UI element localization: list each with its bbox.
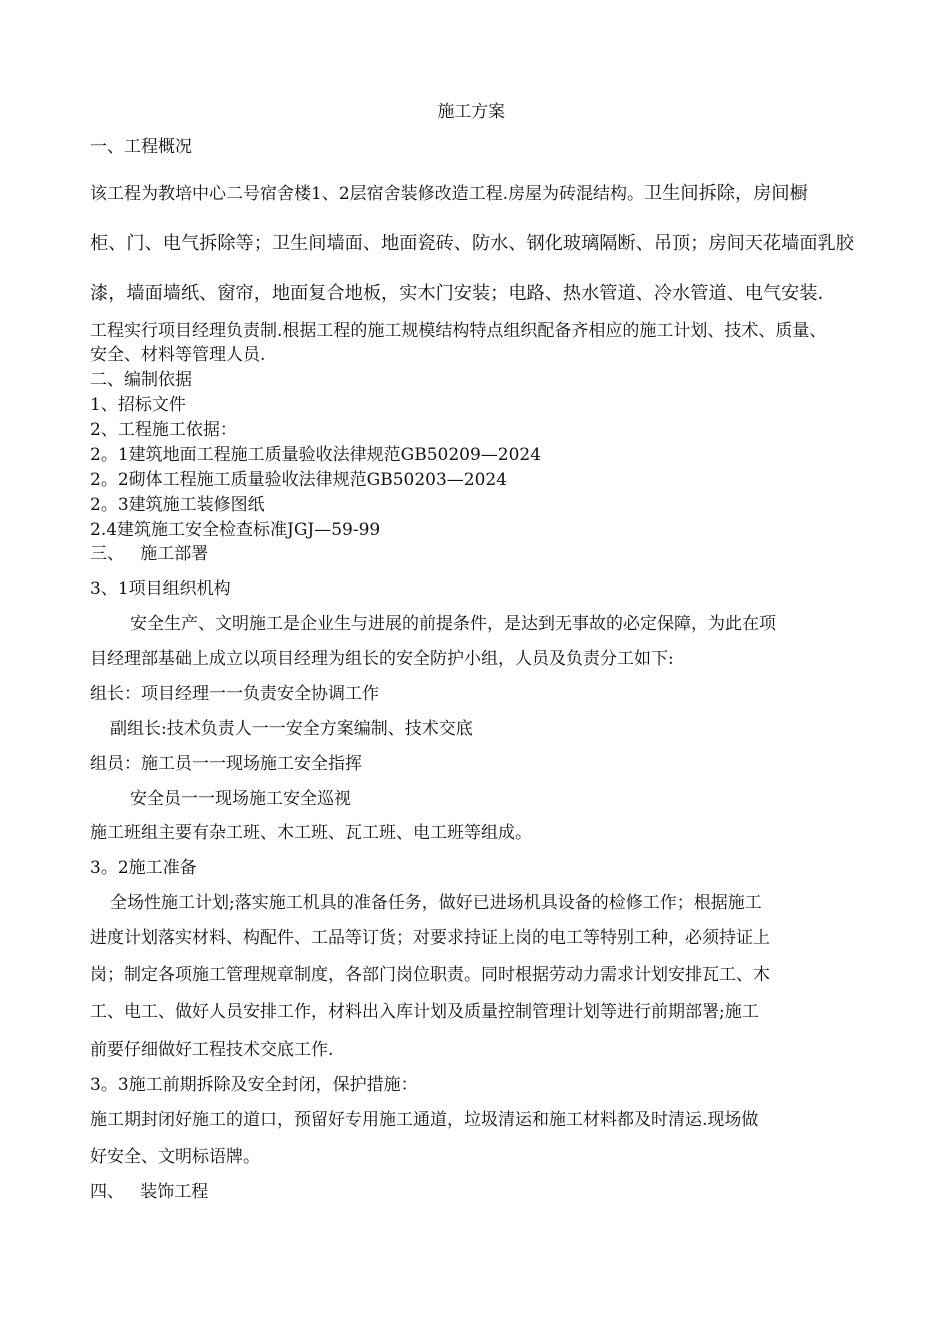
text-run-bold: 卫生间拆除，房间橱	[644, 183, 808, 204]
paragraph-line: 安全员一一现场施工安全巡视	[130, 789, 351, 809]
list-item: 2。2砌体工程施工质量验收法律规范GB50203—2024	[90, 470, 508, 490]
text-run: 该工程为教培中心二号宿舍楼1、2层宿舍装修改造工程.房屋为砖混结构。	[90, 184, 645, 204]
section-heading: 二、编制依据	[90, 370, 192, 390]
section-heading: 四、 装饰工程	[90, 1182, 209, 1202]
list-item: 2、工程施工依据：	[90, 420, 237, 440]
paragraph-line: 组员：施工员一一现场施工安全指挥	[90, 754, 362, 774]
section-heading: 三、 施工部署	[90, 544, 209, 564]
paragraph-line: 安全、材料等管理人员.	[90, 345, 266, 365]
paragraph-line: 全场性施工计划;落实施工机具的准备任务，做好已进场机具设备的检修工作；根据施工	[110, 893, 762, 913]
paragraph-line: 安全生产、文明施工是企业生与进展的前提条件，是达到无事故的必定保障，为此在项	[130, 614, 776, 634]
paragraph-line: 目经理部基础上成立以项目经理为组长的安全防护小组，人员及负责分工如下:	[90, 649, 674, 669]
paragraph-line: 进度计划落实材料、构配件、工品等订货；对要求持证上岗的电工等特别工种，必须持证上	[90, 928, 770, 948]
subsection-heading: 3、1项目组织机构	[90, 579, 231, 599]
paragraph-line: 施工班组主要有杂工班、木工班、瓦工班、电工班等组成。	[90, 823, 532, 843]
paragraph-line: 工、电工、做好人员安排工作，材料出入库计划及质量控制管理计划等进行前期部署;施工	[90, 1002, 759, 1022]
paragraph-line: 柜、门、电气拆除等；卫生间墙面、地面瓷砖、防水、钢化玻璃隔断、吊顶；房间天花墙面乳胶	[90, 233, 854, 254]
document-title: 施工方案	[437, 102, 505, 122]
list-item: 2。1建筑地面工程施工质量验收法律规范GB50209—2024	[90, 445, 542, 465]
paragraph-line	[90, 183, 808, 205]
subsection-heading: 3。2施工准备	[90, 858, 197, 878]
paragraph-line: 副组长:技术负责人一一安全方案编制、技术交底	[110, 719, 473, 739]
paragraph-line: 组长：项目经理一一负责安全协调工作	[90, 684, 379, 704]
paragraph-line: 好安全、文明标语牌。	[90, 1147, 260, 1167]
subsection-heading: 3。3施工前期拆除及安全封闭，保护措施：	[90, 1075, 418, 1095]
paragraph-line: 工程实行项目经理负责制.根据工程的施工规模结构特点组织配备齐相应的施工计划、技术、质量、	[90, 321, 827, 341]
list-item: 1、招标文件	[90, 395, 186, 415]
paragraph-line: 前要仔细做好工程技术交底工作.	[90, 1040, 334, 1060]
section-heading: 一、工程概况	[90, 137, 192, 157]
paragraph-line: 漆，墙面墙纸、窗帘，地面复合地板，实木门安装；电路、热水管道、冷水管道、电气安装.	[90, 283, 824, 304]
paragraph-line: 岗；制定各项施工管理规章制度，各部门岗位职责。同时根据劳动力需求计划安排瓦工、木	[90, 965, 770, 985]
list-item: 2.4建筑施工安全检查标准JGJ—59-99	[90, 520, 381, 540]
list-item: 2。3建筑施工装修图纸	[90, 495, 265, 515]
paragraph-line: 施工期封闭好施工的道口，预留好专用施工通道，垃圾清运和施工材料都及时清运.现场做	[90, 1110, 759, 1130]
